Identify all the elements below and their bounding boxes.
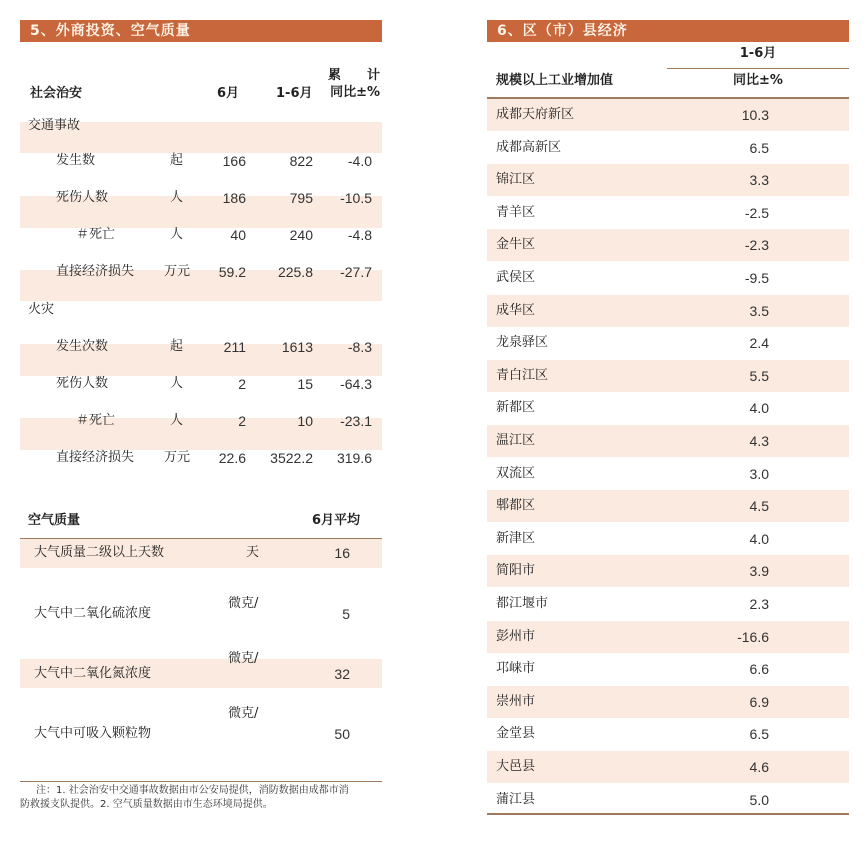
- row-item: ＃死亡: [76, 413, 116, 428]
- district-name: 双流区: [496, 465, 536, 481]
- row-month: 59.2: [218, 264, 246, 280]
- district-name: 金牛区: [496, 237, 536, 253]
- row-yoy: -64.3: [340, 376, 372, 392]
- district-yoy: -16.6: [737, 628, 769, 645]
- section-title-foreign-investment-air-quality: 5、外商投资、空气质量: [20, 20, 382, 42]
- row-ytd: 225.8: [277, 264, 313, 280]
- district-name: 金堂县: [496, 726, 536, 742]
- air-item: 大气质量二级以上天数: [34, 545, 165, 560]
- row-unit: 人: [170, 413, 184, 428]
- row-month: 2: [238, 413, 246, 429]
- district-name: 青白江区: [496, 367, 549, 383]
- row-band: [487, 425, 849, 457]
- row-ytd: 822: [289, 153, 313, 169]
- air-item: 大气中可吸入颗粒物: [34, 726, 152, 741]
- header-industrial-value-added: 规模以上工业增加值: [496, 73, 614, 88]
- air-unit: 微克/: [228, 596, 259, 611]
- row-ytd: 10: [297, 413, 313, 429]
- footnote-line1: 注：1. 社会治安中交通事故数据由市公安局提供，消防数据由成都市消: [36, 785, 349, 796]
- district-yoy: 6.9: [749, 693, 769, 710]
- district-name: 简阳市: [496, 563, 536, 579]
- row-item: 直接经济损失: [56, 450, 135, 465]
- district-name: 温江区: [496, 433, 536, 448]
- district-yoy: 6.5: [749, 139, 769, 156]
- district-name: 成都高新区: [496, 139, 562, 155]
- row-month: 166: [222, 153, 246, 169]
- header-yoy-line2: 同比±%: [330, 85, 380, 100]
- district-name: 成华区: [496, 302, 536, 318]
- row-band: [487, 295, 849, 327]
- header-yoy: 同比±%: [733, 73, 783, 88]
- table-bottom-rule: [487, 813, 849, 815]
- air-item: 大气中二氧化硫浓度: [34, 606, 152, 621]
- row-month: 22.6: [218, 450, 246, 466]
- row-ytd: 15: [297, 376, 313, 392]
- row-item: 死伤人数: [56, 190, 109, 205]
- footnote-line2: 防救援支队提供。2. 空气质量数据由市生态环境局提供。: [20, 799, 273, 810]
- district-yoy: 3.3: [749, 172, 769, 189]
- district-yoy: 6.6: [749, 661, 769, 678]
- district-yoy: 4.5: [749, 498, 769, 515]
- row-month: 2: [238, 376, 246, 392]
- district-yoy: 6.5: [749, 726, 769, 743]
- district-name: 都江堰市: [496, 596, 549, 611]
- row-month: 186: [222, 190, 246, 206]
- header-monthly-average: 6月平均: [312, 513, 361, 528]
- row-unit: 起: [170, 339, 184, 354]
- row-item: 直接经济损失: [56, 264, 135, 279]
- row-unit: 人: [170, 227, 184, 242]
- group-traffic-accidents: 交通事故: [28, 118, 81, 133]
- district-name: 郫都区: [496, 498, 536, 514]
- note-rule: [20, 781, 382, 782]
- district-name: 崇州市: [496, 693, 536, 709]
- row-ytd: 1613: [281, 339, 313, 355]
- district-yoy: 4.6: [749, 759, 769, 775]
- district-name: 锦江区: [496, 172, 536, 188]
- air-value: 50: [334, 726, 350, 742]
- row-unit: 起: [170, 153, 184, 168]
- district-yoy: 3.0: [749, 465, 769, 482]
- header-public-security: 社会治安: [30, 86, 83, 101]
- air-value: 32: [334, 666, 350, 682]
- district-yoy: 2.3: [749, 596, 769, 612]
- row-band: [487, 490, 849, 522]
- header-period: 1-6月: [739, 46, 777, 61]
- row-band: [487, 555, 849, 587]
- row-yoy: -8.3: [347, 339, 372, 355]
- air-value: 16: [334, 545, 350, 561]
- header-month: 6月: [217, 86, 240, 101]
- district-yoy: 4.3: [749, 433, 769, 449]
- row-unit: 万元: [164, 450, 191, 465]
- district-yoy: 3.5: [749, 302, 769, 319]
- air-unit: 微克/: [228, 651, 259, 666]
- air-unit: 微克/: [228, 706, 259, 721]
- district-yoy: 4.0: [749, 530, 769, 547]
- row-band: [487, 229, 849, 261]
- district-name: 成都天府新区: [496, 107, 575, 122]
- row-yoy: -4.8: [347, 227, 372, 243]
- row-ytd: 795: [289, 190, 313, 206]
- district-name: 大邑县: [496, 759, 536, 774]
- row-item: 发生次数: [56, 339, 109, 354]
- district-yoy: 3.9: [749, 563, 769, 580]
- row-item: ＃死亡: [76, 227, 116, 242]
- row-ytd: 3522.2: [270, 450, 313, 466]
- district-name: 青羊区: [496, 204, 536, 220]
- district-name: 龙泉驿区: [496, 335, 549, 351]
- district-name: 彭州市: [496, 628, 536, 644]
- district-yoy: 5.5: [749, 367, 769, 384]
- row-band: [487, 686, 849, 718]
- district-name: 新都区: [496, 400, 536, 416]
- header-yoy-line1: 累 计: [327, 68, 380, 83]
- row-unit: 人: [170, 190, 184, 205]
- district-yoy: 2.4: [749, 335, 769, 352]
- header-air-quality: 空气质量: [28, 513, 81, 528]
- district-yoy: -9.5: [744, 270, 769, 286]
- row-yoy: -23.1: [340, 413, 372, 429]
- district-name: 蒲江县: [496, 791, 536, 807]
- row-yoy: -10.5: [340, 190, 372, 206]
- district-yoy: 5.0: [749, 791, 769, 808]
- air-unit: 天: [246, 545, 260, 560]
- row-band: [487, 164, 849, 196]
- right-panel: [487, 0, 849, 852]
- row-month: 211: [223, 339, 246, 355]
- district-name: 武侯区: [496, 270, 536, 285]
- district-yoy: 10.3: [741, 107, 769, 123]
- district-name: 新津区: [496, 530, 536, 546]
- district-yoy: -2.5: [744, 204, 769, 221]
- air-item: 大气中二氧化氮浓度: [34, 666, 152, 681]
- row-item: 死伤人数: [56, 376, 109, 391]
- header-ytd: 1-6月: [276, 86, 313, 101]
- row-ytd: 240: [289, 227, 313, 243]
- row-yoy: 319.6: [336, 450, 372, 466]
- row-unit: 万元: [164, 264, 191, 279]
- header-period-rule: [667, 68, 849, 69]
- left-panel: [20, 0, 382, 852]
- row-month: 40: [230, 227, 246, 243]
- row-band: [487, 751, 849, 783]
- row-yoy: -4.0: [347, 153, 372, 169]
- row-yoy: -27.7: [340, 264, 372, 280]
- district-yoy: -2.3: [744, 237, 769, 254]
- row-unit: 人: [170, 376, 184, 391]
- row-item: 发生数: [56, 153, 96, 168]
- group-fire: 火灾: [28, 302, 55, 317]
- air-value: 5: [342, 606, 350, 622]
- district-yoy: 4.0: [749, 400, 769, 417]
- section-title-district-economy: 6、区（市）县经济: [487, 20, 849, 42]
- row-band: [487, 621, 849, 653]
- district-name: 邛崃市: [496, 661, 536, 677]
